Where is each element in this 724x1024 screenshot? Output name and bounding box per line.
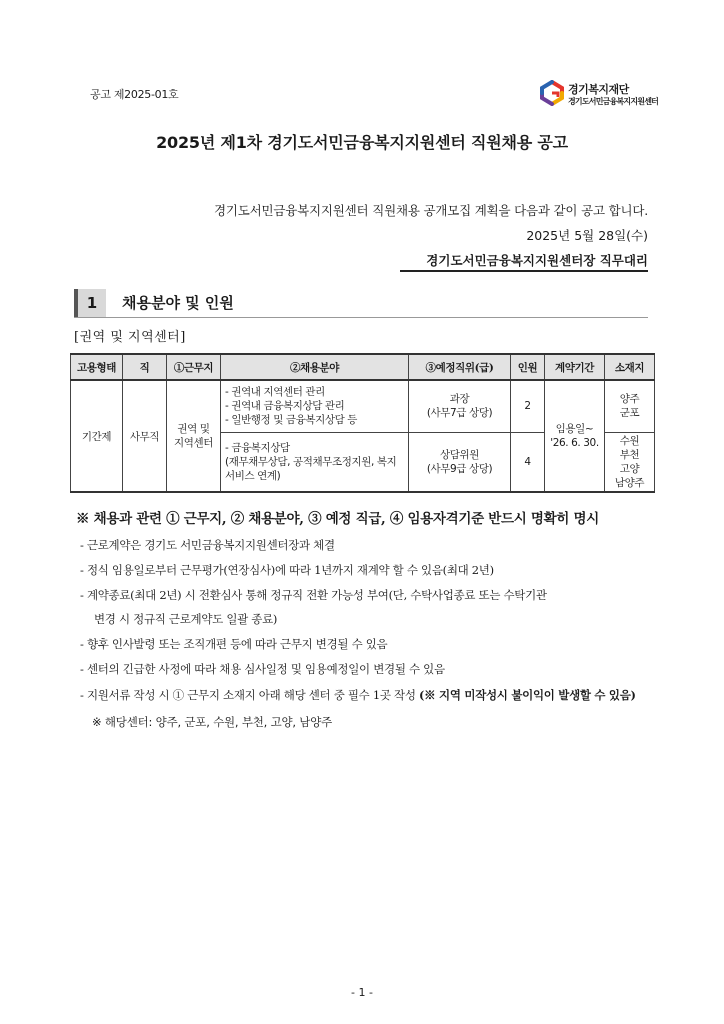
position-grade: (사무7급 상당) — [426, 407, 493, 420]
note-item-warning: (※ 지역 미작성시 불이익이 발생할 수 있음) — [419, 688, 636, 702]
position-title: 상담위원 — [440, 448, 479, 461]
foundation-logo — [539, 80, 659, 112]
sub-heading: [권역 및 지역센터] — [74, 330, 186, 345]
note-item-text: - 지원서류 작성 시 ① 근무지 소재지 아래 해당 센터 중 필수 1곳 작성 — [80, 688, 420, 702]
contract-period-cell — [545, 380, 605, 492]
duty-item: 서비스 연계) — [225, 469, 281, 482]
duty-item: - 권역내 금융복지상담 관리 — [225, 400, 345, 413]
header-employment-type: 고용형태 — [71, 354, 123, 380]
centers-note: ※ 해당센터: 양주, 군포, 수원, 부천, 고양, 남양주 — [92, 715, 333, 729]
duties-cell — [221, 380, 409, 432]
header-location: 소재지 — [605, 354, 655, 380]
note-item: - 근로계약은 경기도 서민금융복지지원센터장과 체결 — [80, 538, 335, 552]
announcement-date: 2025년 5월 28일(수) — [526, 228, 648, 243]
note-item — [80, 687, 636, 703]
header-contract-period: 계약기간 — [545, 354, 605, 380]
page-number: - 1 - — [351, 986, 373, 999]
foundation-logo-icon — [539, 80, 565, 106]
location-name: 양주 — [619, 393, 640, 406]
recruitment-table — [70, 353, 655, 493]
note-item: - 계약종료(최대 2년) 시 전환심사 통해 정규직 전환 가능성 부여(단, 수탁사업종료 또는 수탁기관 — [80, 588, 547, 602]
duty-item: - 권역내 지역센터 관리 — [225, 386, 325, 399]
headcount-cell: 2 — [511, 380, 545, 432]
header-field: ②채용분야 — [221, 354, 409, 380]
note-item: - 센터의 긴급한 사정에 따라 채용 심사일정 및 임용예정일이 변경될 수 있음 — [80, 662, 445, 676]
section-divider — [74, 317, 648, 318]
table-header-row — [71, 354, 655, 380]
position-title: 과장 — [449, 393, 470, 406]
header-position: ③예정직위(급) — [409, 354, 511, 380]
section-title: 채용분야 및 인원 — [122, 294, 234, 312]
location-cell — [605, 432, 655, 492]
document-title: 2025년 제1차 경기도서민금융복지지원센터 직원채용 공고 — [156, 133, 568, 152]
job-class-cell: 사무직 — [123, 380, 167, 492]
location-cell — [605, 380, 655, 432]
duty-item: (재무채무상담, 공적채무조정지원, 복지 — [225, 455, 397, 468]
position-grade: (사무9급 상당) — [426, 462, 493, 475]
table-row — [71, 380, 655, 432]
header-workplace: ①근무지 — [167, 354, 221, 380]
notes-heading: ※ 채용과 관련 ① 근무지, ② 채용분야, ③ 예정 직급, ④ 임용자격기준 반드시 명확히 명시 — [76, 511, 600, 527]
workplace-line: 권역 및 — [177, 423, 210, 435]
contract-end: '26. 6. 30. — [550, 437, 599, 449]
note-item: - 정식 임용일로부터 근무평가(연장심사)에 따라 1년까지 재계약 할 수 있음(최대 2년) — [80, 563, 494, 577]
workplace-cell — [167, 380, 221, 492]
logo-subtitle: 경기도서민금융복지지원센터 — [568, 97, 659, 106]
section-number: 1 — [74, 289, 106, 317]
employment-type-cell: 기간제 — [71, 380, 123, 492]
duties-cell — [221, 432, 409, 492]
location-name: 군포 — [619, 407, 640, 420]
contract-start: 임용일~ — [555, 423, 594, 435]
header-headcount: 인원 — [511, 354, 545, 380]
position-cell — [409, 432, 511, 492]
position-cell — [409, 380, 511, 432]
location-name: 수원 — [619, 434, 640, 447]
header-job-class: 직 — [123, 354, 167, 380]
workplace-line: 지역센터 — [174, 437, 213, 449]
intro-text: 경기도서민금융복지지원센터 직원채용 공개모집 계획을 다음과 같이 공고 합니다. — [214, 203, 648, 218]
notice-number: 공고 제2025-01호 — [90, 88, 179, 101]
logo-name: 경기복지재단 — [568, 83, 629, 96]
duty-item: - 일반행정 및 금융복지상담 등 — [225, 414, 358, 427]
signer-underline — [400, 270, 648, 272]
signer: 경기도서민금융복지지원센터장 직무대리 — [426, 253, 648, 268]
headcount-cell: 4 — [511, 432, 545, 492]
duty-item: - 금융복지상담 — [225, 441, 290, 454]
location-name: 남양주 — [614, 476, 645, 489]
location-name: 고양 — [619, 462, 640, 475]
location-name: 부천 — [619, 448, 640, 461]
note-item-continued: 변경 시 정규직 근로계약도 일괄 종료) — [94, 612, 278, 626]
note-item: - 향후 인사발령 또는 조직개편 등에 따라 근무지 변경될 수 있음 — [80, 637, 388, 651]
